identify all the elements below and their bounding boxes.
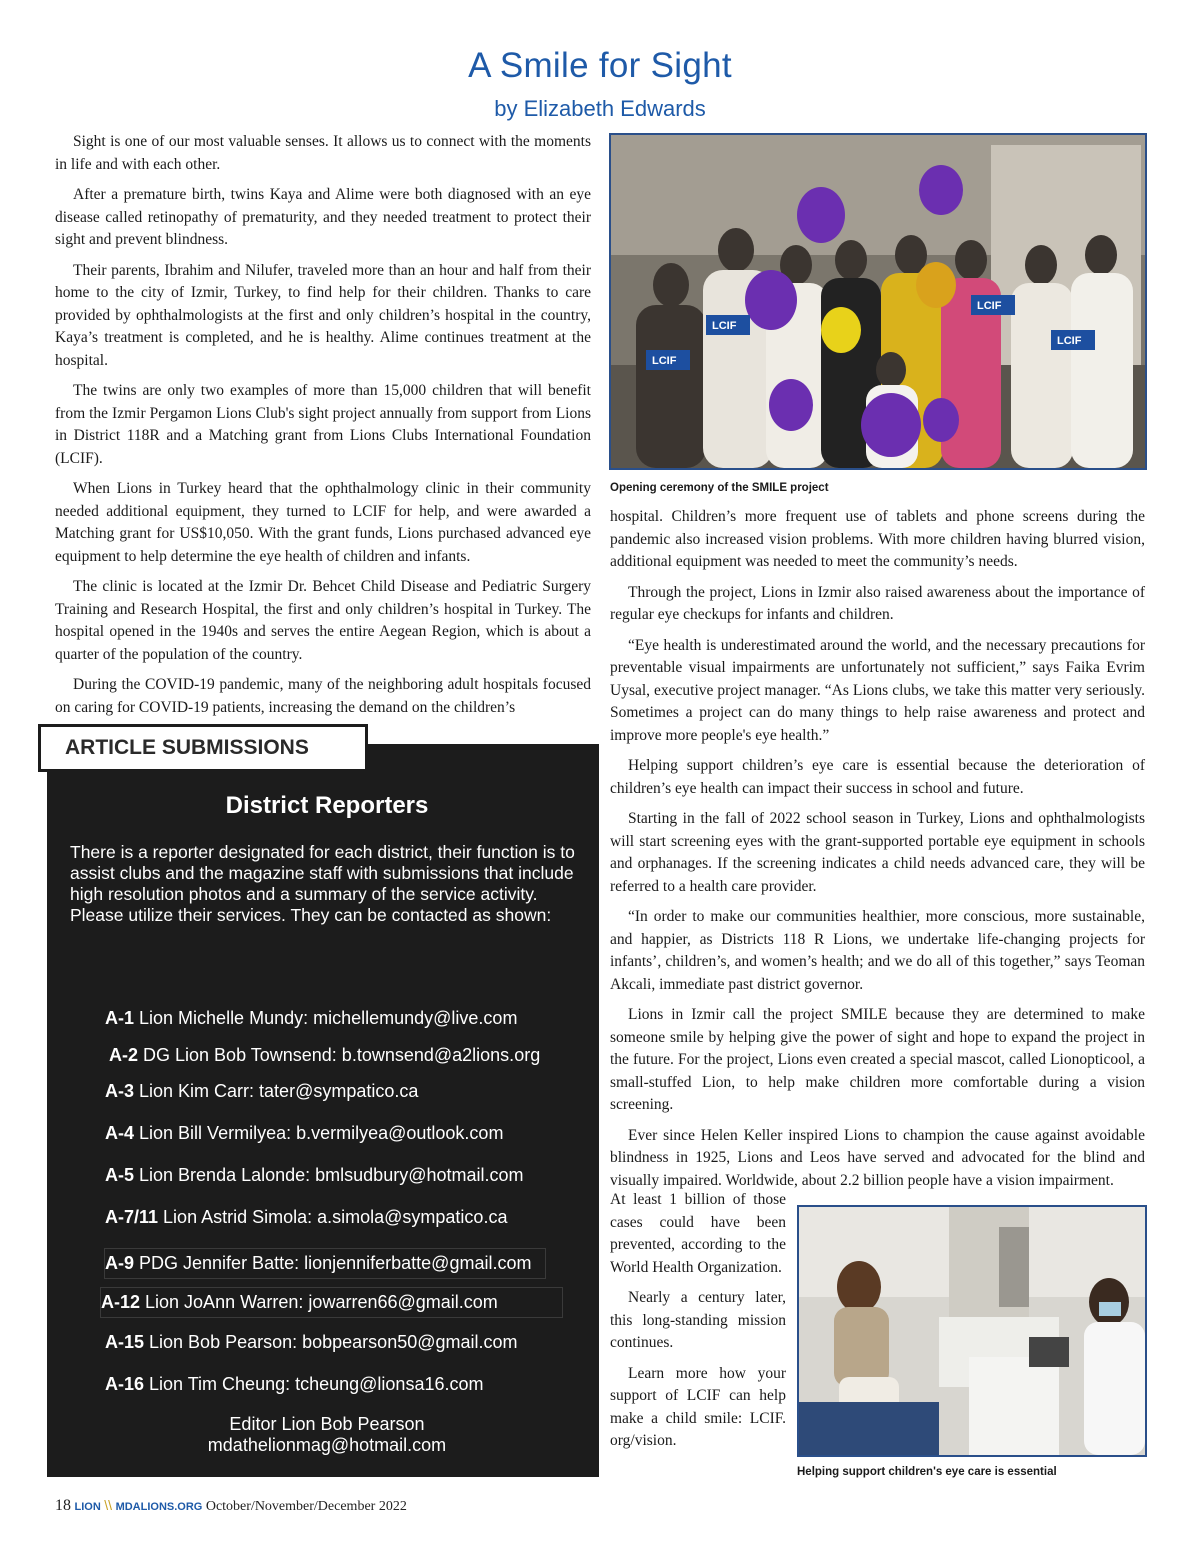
district-code: A-1 <box>105 1008 135 1028</box>
paragraph: Starting in the fall of 2022 school season in Turkey, Lions and ophthalmologists will start screening eyes with the grant-supported portable eye equipment in schools and orphanages. If the screening indicates a child needs advanced care, they will be referred to a health care provider. <box>610 810 1145 895</box>
paragraph: The clinic is located at the Izmir Dr. Behcet Child Disease and Pediatric Surgery Training and Research Hospital, the first and only children’s hospital in Turkey. The hospital opened in the 1940s and serves the entire Aegean Region, which is about a quarter of the population of the country. <box>55 578 591 663</box>
paragraph: Learn more how your support of LCIF can help make a child smile: LCIF. org/vision. <box>610 1364 786 1449</box>
paragraph: Sight is one of our most valuable senses. It allows us to connect with the moments in life and with each other. <box>55 133 591 173</box>
reporter-entry <box>105 1008 517 1029</box>
website-link: MDALIONS.ORG <box>115 1501 203 1513</box>
paragraph: Their parents, Ibrahim and Nilufer, traveled more than an hour and half from their home to the city of Izmir, Turkey, to find help for their children. Thanks to care provided by ophthalmologists at the first and only children’s hospital in the country, Kaya’s treatment is completed, and he is healthy. Alime continues treatment at the hospital. <box>55 261 591 369</box>
paragraph: Nearly a century later, this long-standing mission continues. <box>610 1289 786 1351</box>
flag-label: LCIF <box>1057 335 1082 347</box>
paragraph: “Eye health is underestimated around the world, and the necessary precautions for preventable visual impairments are unfortunately not sufficient,” says Faika Evrim Uysal, executive project manager. “As Lions clubs, we take this matter very seriously. Sometimes a project can do many things to help raise awareness and protect and improve more people's eye health.” <box>610 636 1145 744</box>
paragraph: Helping support children’s eye care is essential because the deterioration of children’s eye health can impact their success in school and future. <box>610 757 1145 797</box>
district-code: A-7/11 <box>105 1207 159 1227</box>
reporter-contact: Lion Tim Cheung: tcheung@lionsa16.com <box>144 1374 484 1394</box>
ceremony-photo-caption: Opening ceremony of the SMILE project <box>610 482 829 494</box>
reporter-contact: Lion JoAnn Warren: jowarren66@gmail.com <box>140 1292 498 1312</box>
issue-date: October/November/December 2022 <box>205 1499 407 1514</box>
reporter-entry <box>105 1207 507 1228</box>
reporter-entry <box>105 1081 418 1102</box>
district-code: A-5 <box>105 1165 135 1185</box>
reporter-entry <box>109 1045 540 1066</box>
reporter-contact: Lion Michelle Mundy: michellemundy@live.com <box>134 1008 518 1028</box>
eyecare-photo <box>797 1205 1147 1457</box>
magazine-name: LION <box>74 1501 101 1513</box>
reporter-entry <box>105 1332 518 1353</box>
district-code: A-12 <box>101 1292 141 1312</box>
page-number: 18 <box>55 1497 71 1514</box>
paragraph: The twins are only two examples of more than 15,000 children that will benefit from the Izmir Pergamon Lions Club's sight project annually from support from Lions in District 118R and a Matching grant from Lions Clubs International Foundation (LCIF). <box>55 382 591 467</box>
page-footer <box>55 1497 407 1515</box>
paragraph: During the COVID-19 pandemic, many of the neighboring adult hospitals focused on caring for COVID-19 patients, increasing the demand on the children’s <box>55 676 591 716</box>
district-reporters-heading: District Reporters <box>225 792 429 819</box>
article-left-column <box>55 131 591 727</box>
reporter-contact: Lion Bill Vermilyea: b.vermilyea@outlook.com <box>134 1123 504 1143</box>
article-submissions-panel <box>47 744 599 1477</box>
article-title: A Smile for Sight <box>468 46 732 85</box>
article-right-column <box>610 506 1145 1200</box>
flag-label: LCIF <box>977 300 1002 312</box>
paragraph: At least 1 billion of those cases could have been prevented, according to the World Health Organization. <box>610 1191 786 1276</box>
district-code: A-2 <box>109 1045 139 1065</box>
article-narrow-column <box>610 1189 786 1461</box>
eyecare-photo-caption: Helping support children's eye care is essential <box>797 1466 1057 1478</box>
reporter-contact: Lion Astrid Simola: a.simola@sympatico.ca <box>158 1207 508 1227</box>
flag-label: LCIF <box>712 320 737 332</box>
paragraph: “In order to make our communities healthier, more conscious, more sustainable, and happier, as Districts 118 R Lions, we undertake life-changing projects for infants’, children’s, and women’s health; and we do all of this together,” says Teoman Akcali, immediate past district governor. <box>610 908 1145 993</box>
article-submissions-tab: ARTICLE SUBMISSIONS <box>38 724 368 772</box>
paragraph: hospital. Children’s more frequent use of tablets and phone screens during the pandemic also increased vision problems. With more children having blurred vision, additional equipment was needed to meet the community’s needs. <box>610 508 1145 570</box>
article-byline: by Elizabeth Edwards <box>494 96 706 121</box>
reporter-contact: DG Lion Bob Townsend: b.townsend@a2lions.org <box>138 1045 541 1065</box>
reporter-entry <box>105 1123 503 1144</box>
district-code: A-9 <box>105 1253 135 1273</box>
editor-contact <box>47 1414 607 1456</box>
paragraph: Ever since Helen Keller inspired Lions to champion the cause against avoidable blindness in 1925, Lions and Leos have served and advocated for the blind and visually impaired. Worldwide, about 2.2 billion people have a vision impairment. <box>610 1126 1145 1189</box>
district-code: A-3 <box>105 1081 135 1101</box>
reporter-entry <box>105 1165 524 1186</box>
paragraph: Lions in Izmir call the project SMILE because they are determined to make someone smile by helping give the power of sight and hope to expand the project in the future. For the project, Lions even created a special mascot, called Lionopticool, a small-stuffed Lion, to help make children more comfortable during a vision screening. <box>610 1006 1145 1113</box>
flag-label: LCIF <box>652 355 677 367</box>
paragraph: Through the project, Lions in Izmir also raised awareness about the importance of regular eye checkups for infants and children. <box>610 583 1145 623</box>
reporter-entry <box>101 1288 562 1317</box>
footer-separator: \\ <box>104 1497 113 1513</box>
district-code: A-4 <box>105 1123 135 1143</box>
district-reporters-intro: There is a reporter designated for each district, their function is to assist clubs and the magazine staff with submissions that include high resolution photos and a summary of the service activity. Please utilize their services. They can be contacted as shown: <box>70 842 575 925</box>
district-code: A-15 <box>105 1332 145 1352</box>
reporter-contact: Lion Bob Pearson: bobpearson50@gmail.com <box>144 1332 518 1352</box>
reporter-contact: Lion Brenda Lalonde: bmlsudbury@hotmail.com <box>134 1165 524 1185</box>
reporter-contact: Lion Kim Carr: tater@sympatico.ca <box>134 1081 419 1101</box>
reporter-entry <box>105 1374 483 1395</box>
ceremony-photo <box>609 133 1147 470</box>
reporter-contact: PDG Jennifer Batte: lionjenniferbatte@gmail.com <box>134 1253 532 1273</box>
editor-email: mdathelionmag@hotmail.com <box>207 1435 447 1455</box>
reporter-entry <box>105 1249 545 1278</box>
paragraph: After a premature birth, twins Kaya and Alime were both diagnosed with an eye disease called retinopathy of prematurity, and they needed treatment to protect their sight and prevent blindness. <box>55 186 591 248</box>
editor-name: Editor Lion Bob Pearson <box>229 1414 425 1434</box>
paragraph: When Lions in Turkey heard that the ophthalmology clinic in their community needed additional equipment, they turned to LCIF for help, and were awarded a Matching grant for US$10,050. With the grant funds, Lions purchased advanced eye equipment to help determine the eye health of children and infants. <box>55 480 591 565</box>
district-code: A-16 <box>105 1374 145 1394</box>
